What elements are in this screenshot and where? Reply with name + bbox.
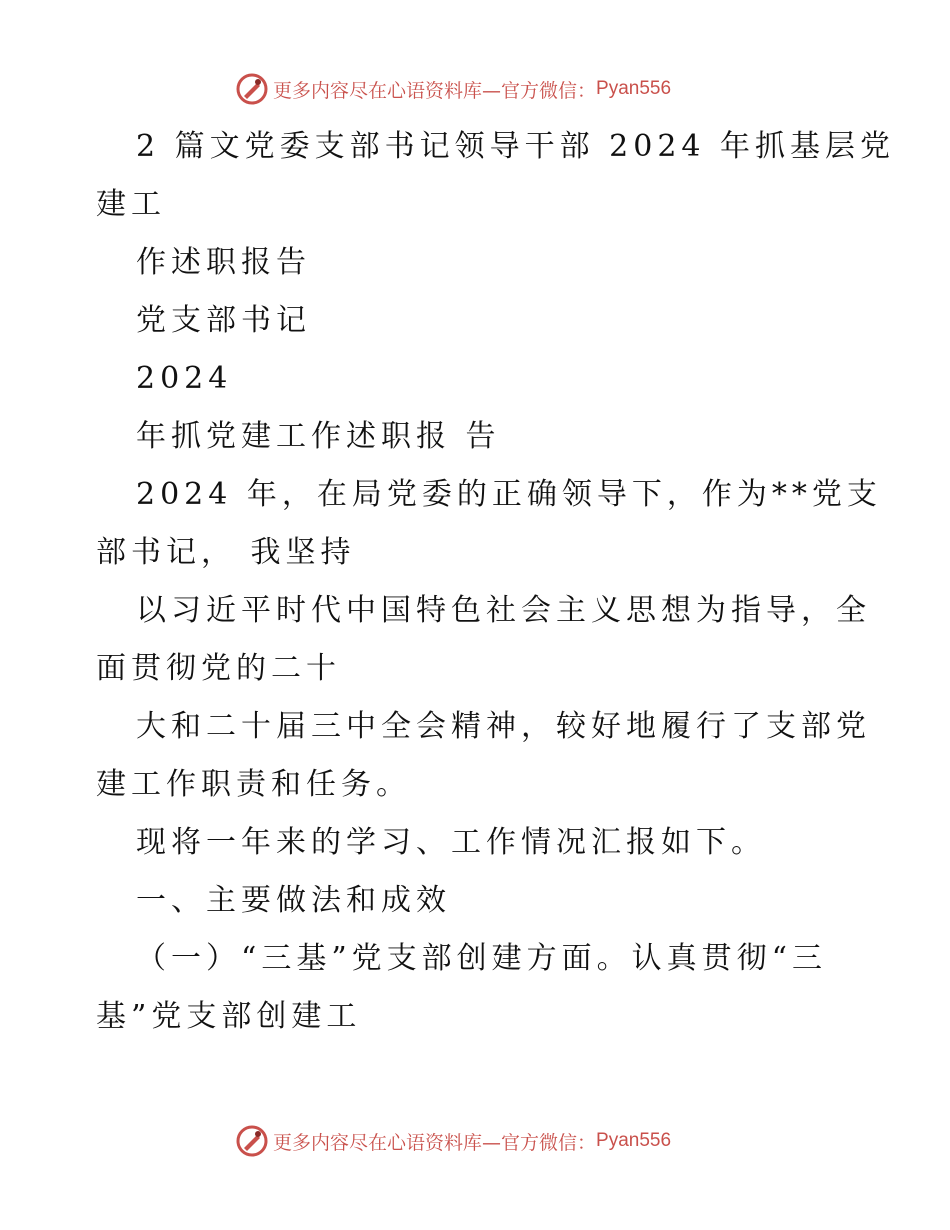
text-line: （一）“三基”党支部创建方面。认真贯彻“三 [136, 941, 828, 976]
section-heading: 一、主要做法和成效 [136, 883, 451, 918]
text-line: 现将一年来的学习、工作情况汇报如下。 [136, 825, 766, 860]
text-line: 大和二十届三中全会精神，较好地履行了支部党 [136, 709, 871, 744]
text-line: 2024 [136, 361, 233, 396]
watermark-text: 更多内容尽在心语资料库—官方微信： [273, 1131, 597, 1154]
text-line: 作述职报告 [136, 245, 311, 280]
watermark-account: Pyan556 [596, 78, 672, 99]
pen-logo-icon [235, 72, 269, 106]
text-line: 建工作职责和任务。 [96, 767, 411, 802]
pen-logo-icon [235, 1124, 269, 1158]
text-line: 以习近平时代中国特色社会主义思想为指导，全 [136, 593, 871, 628]
header-watermark [235, 72, 671, 106]
text-line: 建工 [96, 187, 166, 222]
text-line: 2024 年，在局党委的正确领导下，作为**党支 [136, 477, 882, 512]
document-body [96, 118, 896, 1046]
text-line: 基”党支部创建工 [96, 999, 362, 1034]
footer-watermark [235, 1124, 671, 1158]
text-line: 2 篇文党委支部书记领导干部 2024 年抓基层党 [136, 129, 896, 164]
text-line: 年抓党建工作述职报 告 [136, 419, 501, 454]
watermark-account: Pyan556 [596, 1130, 672, 1151]
text-line: 面贯彻党的二十 [96, 651, 341, 686]
text-line: 党支部书记 [136, 303, 311, 338]
text-line: 部书记， 我坚持 [96, 535, 356, 570]
watermark-text: 更多内容尽在心语资料库—官方微信： [273, 79, 597, 102]
